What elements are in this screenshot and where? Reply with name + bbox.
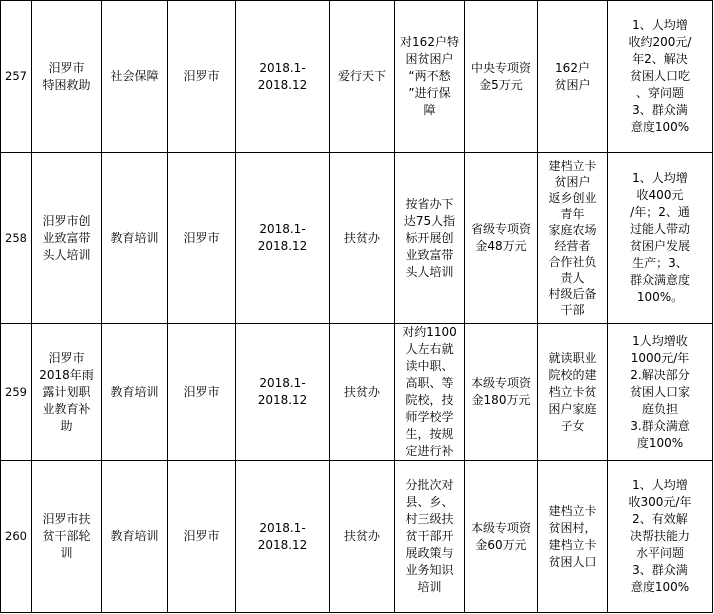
row-number: 258 (1, 153, 32, 324)
funding-source: 本级专项资 金60万元 (465, 461, 538, 613)
project-location: 汨罗市 (168, 1, 236, 153)
project-content: 按省办下 达75人指 标开展创 业致富带 头人培训 (395, 153, 465, 324)
performance-goal: 1、人均增 收400元 /年；2、通 过能人带动 贫困户发展 生产；3、 群众满意度 100%。 (608, 153, 713, 324)
funding-source: 本级专项资 金180万元 (465, 324, 538, 461)
project-name: 汨罗市扶 贫干部轮 训 (32, 461, 102, 613)
table-row (1, 461, 713, 613)
project-category: 教育培训 (102, 153, 168, 324)
responsible-unit: 爱行天下 (330, 1, 395, 153)
project-period: 2018.1- 2018.12 (236, 153, 330, 324)
beneficiary-target: 162户 贫困户 (538, 1, 608, 153)
project-category: 教育培训 (102, 324, 168, 461)
project-name: 汨罗市 特困救助 (32, 1, 102, 153)
project-period: 2018.1- 2018.12 (236, 461, 330, 613)
project-name: 汨罗市创 业致富带 头人培训 (32, 153, 102, 324)
project-period: 2018.1- 2018.12 (236, 1, 330, 153)
responsible-unit: 扶贫办 (330, 153, 395, 324)
project-location: 汨罗市 (168, 461, 236, 613)
performance-goal: 1、人均增 收约200元/ 年2、解决 贫困人口吃 、穿问题 3、群众满 意度100% (608, 1, 713, 153)
table-row (1, 153, 713, 324)
project-name: 汨罗市 2018年雨 露计划职 业教育补 助 (32, 324, 102, 461)
responsible-unit: 扶贫办 (330, 324, 395, 461)
project-category: 社会保障 (102, 1, 168, 153)
beneficiary-target: 建档立卡 贫困户 返乡创业 青年 家庭农场 经营者 合作社负 责人 村级后备 干部 (538, 153, 608, 324)
beneficiary-target: 就读职业 院校的建 档立卡贫 困户家庭 子女 (538, 324, 608, 461)
responsible-unit: 扶贫办 (330, 461, 395, 613)
project-content: 分批次对 县、乡、 村三级扶 贫干部开 展政策与 业务知识 培训 (395, 461, 465, 613)
project-content: 对约1100 人左右就 读中职、 高职、等 院校，技 师学校学 生，按规 定进行补 (395, 324, 465, 461)
row-number: 259 (1, 324, 32, 461)
project-location: 汨罗市 (168, 153, 236, 324)
row-number: 257 (1, 1, 32, 153)
table-row (1, 324, 713, 461)
project-content: 对162户特 困贫困户 “两不愁 ”进行保 障 (395, 1, 465, 153)
beneficiary-target: 建档立卡 贫困村， 建档立卡 贫困人口 (538, 461, 608, 613)
funding-source: 中央专项资 金5万元 (465, 1, 538, 153)
table-row (1, 1, 713, 153)
project-category: 教育培训 (102, 461, 168, 613)
project-location: 汨罗市 (168, 324, 236, 461)
row-number: 260 (1, 461, 32, 613)
project-period: 2018.1- 2018.12 (236, 324, 330, 461)
performance-goal: 1、人均增 收300元/年 2、有效解 决帮扶能力 水平问题 3、群众满 意度100% (608, 461, 713, 613)
performance-goal: 1人均增收 1000元/年 2.解决部分 贫困人口家 庭负担 3.群众满意 度100% (608, 324, 713, 461)
funding-source: 省级专项资 金48万元 (465, 153, 538, 324)
